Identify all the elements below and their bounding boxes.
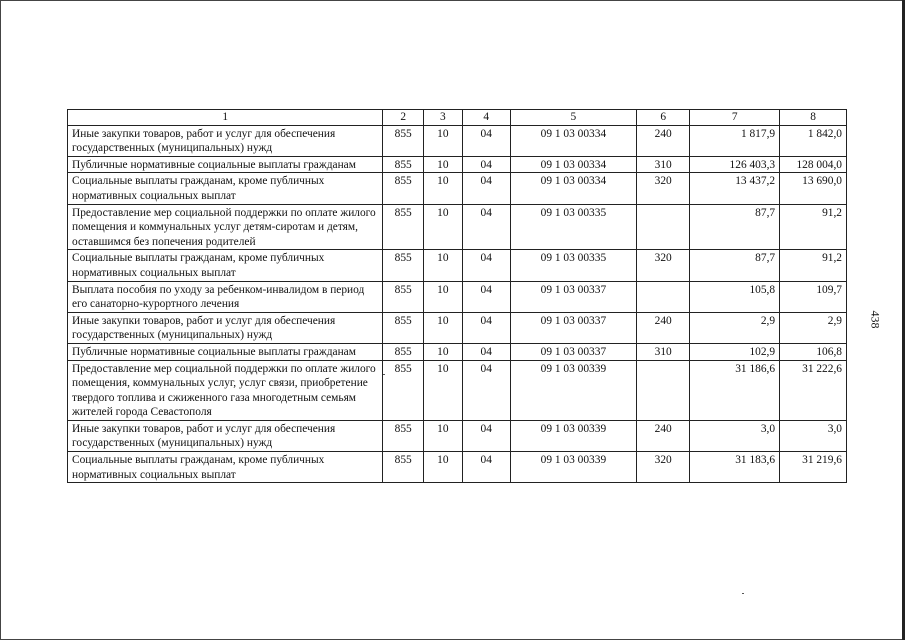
admin-code-cell: 855: [383, 173, 424, 204]
row-name-cell: Социальные выплаты гражданам, кроме публичных нормативных социальных выплат: [68, 173, 383, 204]
admin-code-cell: 855: [383, 420, 424, 451]
target-article-cell: 09 1 03 00335: [510, 204, 636, 250]
amount-year1-cell: 126 403,3: [690, 156, 780, 173]
section-cell: 10: [424, 360, 463, 420]
subsection-cell: 04: [462, 156, 510, 173]
subsection-cell: 04: [462, 204, 510, 250]
row-name-cell: Публичные нормативные социальные выплаты гражданам: [68, 156, 383, 173]
row-name-cell: Иные закупки товаров, работ и услуг для обеспечения государственных (муниципальных) нужд: [68, 420, 383, 451]
admin-code-cell: 855: [383, 281, 424, 312]
row-name-cell: Социальные выплаты гражданам, кроме публичных нормативных социальных выплат: [68, 452, 383, 483]
table-header-row: [68, 110, 847, 126]
table-row: [68, 204, 847, 250]
amount-year1-cell: 2,9: [690, 312, 780, 343]
amount-year2-cell: 91,2: [780, 250, 847, 281]
target-article-cell: 09 1 03 00334: [510, 156, 636, 173]
expense-type-cell: 240: [637, 312, 690, 343]
expense-type-cell: [637, 204, 690, 250]
table-row: [68, 125, 847, 156]
column-header: 7: [690, 110, 780, 126]
column-header: 6: [637, 110, 690, 126]
expense-type-cell: 240: [637, 420, 690, 451]
subsection-cell: 04: [462, 343, 510, 360]
amount-year1-cell: 31 186,6: [690, 360, 780, 420]
section-cell: 10: [424, 312, 463, 343]
section-cell: 10: [424, 281, 463, 312]
admin-code-cell: 855: [383, 250, 424, 281]
scan-speck: [742, 593, 744, 594]
target-article-cell: 09 1 03 00335: [510, 250, 636, 281]
budget-table: [67, 109, 847, 483]
admin-code-cell: 855: [383, 360, 424, 420]
amount-year2-cell: 31 219,6: [780, 452, 847, 483]
amount-year2-cell: 2,9: [780, 312, 847, 343]
table-row: [68, 312, 847, 343]
admin-code-cell: 855: [383, 452, 424, 483]
amount-year1-cell: 1 817,9: [690, 125, 780, 156]
target-article-cell: 09 1 03 00339: [510, 360, 636, 420]
row-name-cell: Социальные выплаты гражданам, кроме публичных нормативных социальных выплат: [68, 250, 383, 281]
target-article-cell: 09 1 03 00339: [510, 420, 636, 451]
section-cell: 10: [424, 420, 463, 451]
subsection-cell: 04: [462, 452, 510, 483]
section-cell: 10: [424, 452, 463, 483]
amount-year1-cell: 31 183,6: [690, 452, 780, 483]
row-name-cell: Предоставление мер социальной поддержки по оплате жилого помещения, коммунальных услуг, услуг связи, приобретение твердого топлива и сжиженного газа многодетным семьям жителей города Севастополя: [68, 360, 383, 420]
table-row: [68, 343, 847, 360]
table-row: [68, 420, 847, 451]
section-cell: 10: [424, 343, 463, 360]
amount-year2-cell: 106,8: [780, 343, 847, 360]
page-number: 438: [868, 310, 883, 329]
amount-year1-cell: 13 437,2: [690, 173, 780, 204]
amount-year2-cell: 3,0: [780, 420, 847, 451]
column-header: 4: [462, 110, 510, 126]
column-header: 2: [383, 110, 424, 126]
subsection-cell: 04: [462, 312, 510, 343]
amount-year2-cell: 31 222,6: [780, 360, 847, 420]
admin-code-cell: 855: [383, 204, 424, 250]
section-cell: 10: [424, 250, 463, 281]
column-header: 1: [68, 110, 383, 126]
column-header: 5: [510, 110, 636, 126]
amount-year1-cell: 102,9: [690, 343, 780, 360]
amount-year1-cell: 105,8: [690, 281, 780, 312]
target-article-cell: 09 1 03 00334: [510, 125, 636, 156]
table-row: [68, 281, 847, 312]
subsection-cell: 04: [462, 360, 510, 420]
target-article-cell: 09 1 03 00337: [510, 312, 636, 343]
row-name-cell: Иные закупки товаров, работ и услуг для обеспечения государственных (муниципальных) нужд: [68, 312, 383, 343]
admin-code-cell: 855: [383, 125, 424, 156]
expense-type-cell: [637, 281, 690, 312]
expense-type-cell: 320: [637, 173, 690, 204]
column-header: 3: [424, 110, 463, 126]
admin-code-cell: 855: [383, 156, 424, 173]
row-name-cell: Иные закупки товаров, работ и услуг для обеспечения государственных (муниципальных) нужд: [68, 125, 383, 156]
expense-type-cell: 310: [637, 156, 690, 173]
section-cell: 10: [424, 156, 463, 173]
target-article-cell: 09 1 03 00337: [510, 281, 636, 312]
admin-code-cell: 855: [383, 343, 424, 360]
column-header: 8: [780, 110, 847, 126]
table-row: [68, 360, 847, 420]
amount-year2-cell: 13 690,0: [780, 173, 847, 204]
expense-type-cell: 320: [637, 452, 690, 483]
expense-type-cell: [637, 360, 690, 420]
row-name-cell: Публичные нормативные социальные выплаты гражданам: [68, 343, 383, 360]
amount-year1-cell: 3,0: [690, 420, 780, 451]
table-row: [68, 156, 847, 173]
target-article-cell: 09 1 03 00337: [510, 343, 636, 360]
subsection-cell: 04: [462, 281, 510, 312]
table-row: [68, 452, 847, 483]
expense-type-cell: 240: [637, 125, 690, 156]
subsection-cell: 04: [462, 173, 510, 204]
amount-year2-cell: 109,7: [780, 281, 847, 312]
amount-year1-cell: 87,7: [690, 204, 780, 250]
row-name-cell: Выплата пособия по уходу за ребенком-инвалидом в период его санаторно-курортного лечения: [68, 281, 383, 312]
expense-type-cell: 320: [637, 250, 690, 281]
table-row: [68, 173, 847, 204]
row-name-cell: Предоставление мер социальной поддержки по оплате жилого помещения и коммунальных услуг детям-сиротам и детям, оставшимся без попечения родителей: [68, 204, 383, 250]
subsection-cell: 04: [462, 125, 510, 156]
scan-speck: [383, 374, 385, 375]
expense-type-cell: 310: [637, 343, 690, 360]
admin-code-cell: 855: [383, 312, 424, 343]
target-article-cell: 09 1 03 00339: [510, 452, 636, 483]
amount-year1-cell: 87,7: [690, 250, 780, 281]
table-row: [68, 250, 847, 281]
amount-year2-cell: 1 842,0: [780, 125, 847, 156]
section-cell: 10: [424, 125, 463, 156]
amount-year2-cell: 128 004,0: [780, 156, 847, 173]
target-article-cell: 09 1 03 00334: [510, 173, 636, 204]
subsection-cell: 04: [462, 420, 510, 451]
amount-year2-cell: 91,2: [780, 204, 847, 250]
section-cell: 10: [424, 173, 463, 204]
section-cell: 10: [424, 204, 463, 250]
subsection-cell: 04: [462, 250, 510, 281]
